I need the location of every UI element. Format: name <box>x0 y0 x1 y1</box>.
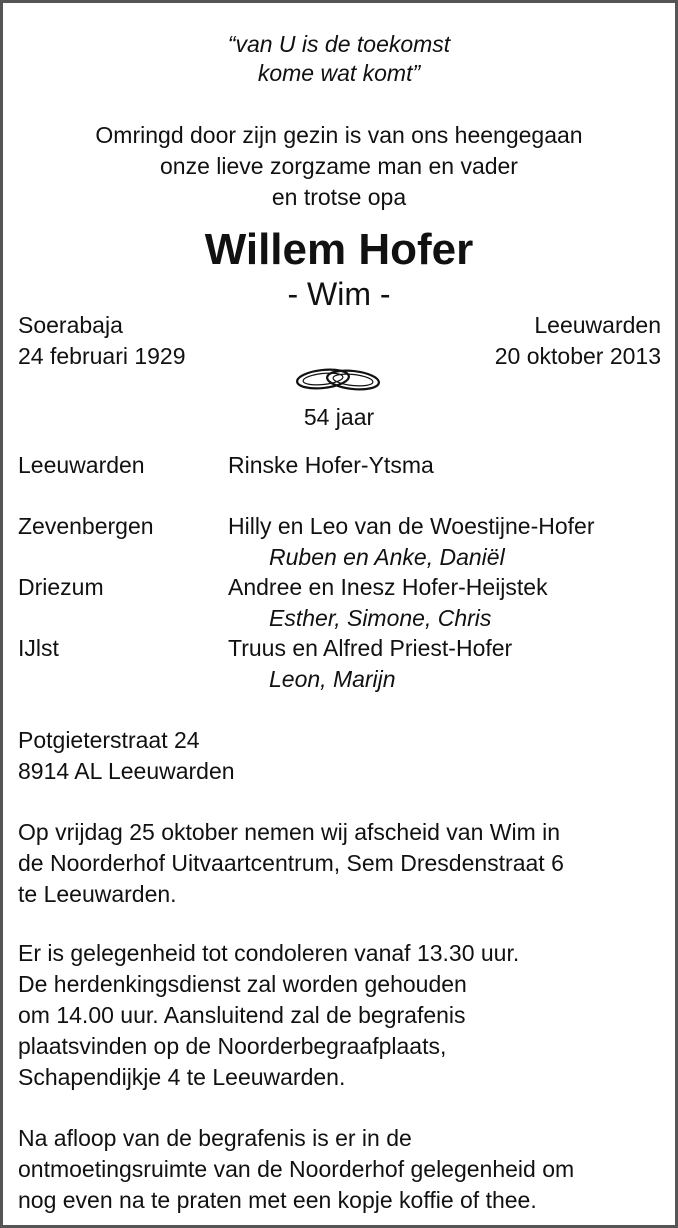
closing-line: nog even na te praten met een kopje koffie of thee. <box>18 1187 537 1213</box>
intro-line-3: en trotse opa <box>271 184 407 210</box>
intro-line-2: onze lieve zorgzame man en vader <box>160 153 518 179</box>
family-place: Zevenbergen <box>18 513 154 539</box>
schedule-line: om 14.00 uur. Aansluitend zal de begrafenis <box>18 1002 466 1028</box>
schedule-line: Schapendijkje 4 te Leeuwarden. <box>18 1064 346 1090</box>
family-grandchildren: Ruben en Anke, Daniël <box>269 544 505 570</box>
quote-line-2: kome wat komt” <box>257 60 421 86</box>
farewell-line: te Leeuwarden. <box>18 881 177 907</box>
schedule-line: plaatsvinden op de Noorderbegraafplaats, <box>18 1033 447 1059</box>
schedule-line: Er is gelegenheid tot condoleren vanaf 13.30 uur. <box>18 940 520 966</box>
family-names: Rinske Hofer-Ytsma <box>228 452 434 478</box>
death-place: Leeuwarden <box>534 312 661 338</box>
family-grandchildren: Leon, Marijn <box>269 666 396 692</box>
intro-line-1: Omringd door zijn gezin is van ons heengegaan <box>95 122 583 148</box>
family-names: Andree en Inesz Hofer-Heijstek <box>228 574 548 600</box>
family-names: Hilly en Leo van de Woestijne-Hofer <box>228 513 595 539</box>
family-place: Leeuwarden <box>18 452 145 478</box>
farewell-line: de Noorderhof Uitvaartcentrum, Sem Dresdenstraat 6 <box>18 850 564 876</box>
deceased-nickname: - Wim - <box>287 276 391 312</box>
family-names: Truus en Alfred Priest-Hofer <box>228 635 513 661</box>
birth-place: Soerabaja <box>18 312 123 338</box>
death-date: 20 oktober 2013 <box>494 343 661 369</box>
closing-line: Na afloop van de begrafenis is er in de <box>18 1125 412 1151</box>
birth-date: 24 februari 1929 <box>18 343 186 369</box>
address-street: Potgieterstraat 24 <box>18 727 200 753</box>
years-married: 54 jaar <box>303 404 375 430</box>
family-grandchildren: Esther, Simone, Chris <box>269 605 492 631</box>
family-place: IJlst <box>18 635 59 661</box>
quote-line-1: “van U is de toekomst <box>227 31 451 57</box>
closing-line: ontmoetingsruimte van de Noorderhof gelegenheid om <box>18 1156 575 1182</box>
address-city: 8914 AL Leeuwarden <box>18 758 235 784</box>
deceased-name: Willem Hofer <box>204 225 474 274</box>
wedding-rings-icon <box>293 361 385 397</box>
schedule-line: De herdenkingsdienst zal worden gehouden <box>18 971 467 997</box>
family-place: Driezum <box>18 574 104 600</box>
farewell-line: Op vrijdag 25 oktober nemen wij afscheid van Wim in <box>18 819 561 845</box>
